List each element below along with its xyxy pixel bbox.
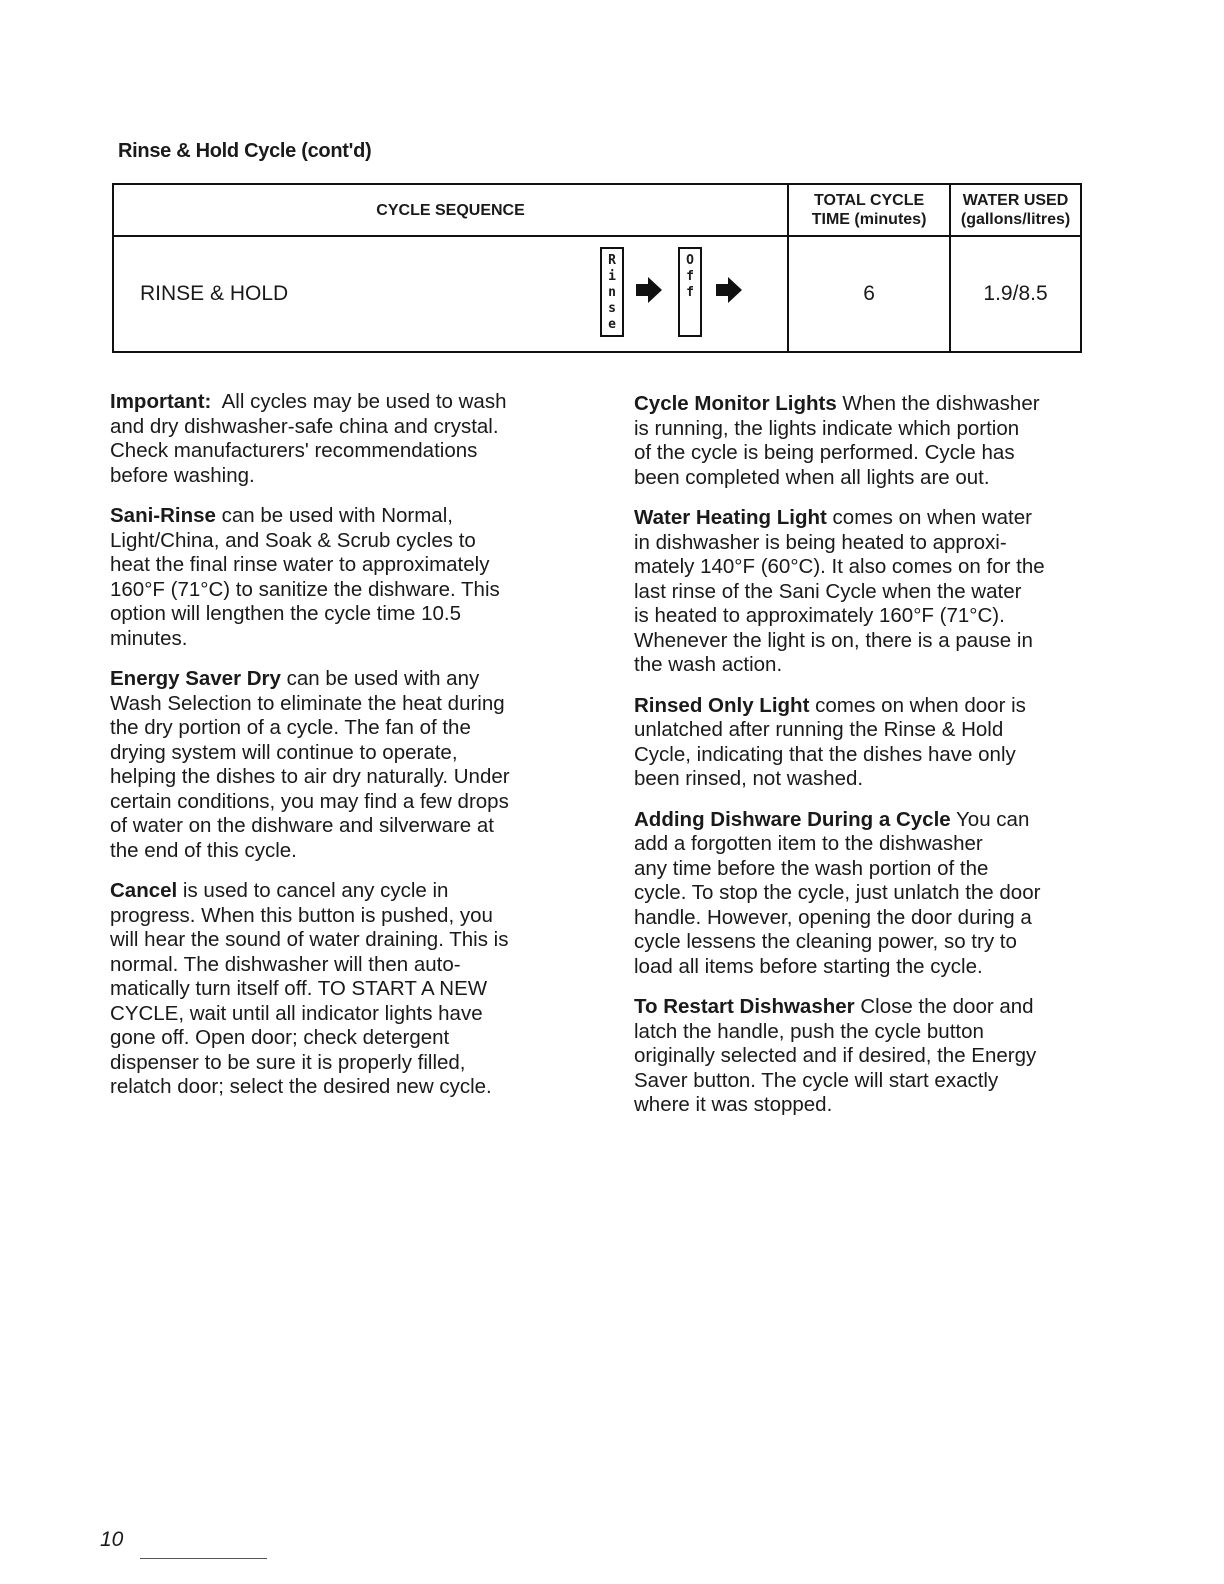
text-line: been rinsed, not washed. xyxy=(634,767,864,790)
text-run: When the dishwasher xyxy=(836,392,1040,415)
header-line: TIME (minutes) xyxy=(811,211,927,228)
text-line: unlatched after running the Rinse & Hold xyxy=(634,718,1004,741)
text-line: 160°F (71°C) to sanitize the dishware. This xyxy=(110,577,500,601)
total-cycle-time: 6 xyxy=(788,236,950,352)
paragraph-heading: Cycle Monitor Lights xyxy=(634,392,837,415)
text-line: dispenser to be sure it is properly filled, xyxy=(110,1050,466,1074)
text-line xyxy=(110,879,560,904)
left-column xyxy=(110,390,560,1116)
text-line: relatch door; select the desired new cycle. xyxy=(110,1075,492,1098)
text-line: progress. When this button is pushed, you xyxy=(110,903,493,927)
paragraph xyxy=(634,995,1084,1118)
table-header-row xyxy=(113,184,1081,236)
text-run: can be used with any xyxy=(280,667,480,690)
indicator-letter: f xyxy=(686,269,694,284)
text-run: comes on when water xyxy=(826,506,1032,529)
text-line: where it was stopped. xyxy=(634,1093,833,1116)
text-line: any time before the wash portion of the xyxy=(634,856,989,880)
rinse-indicator xyxy=(600,247,624,337)
paragraph-heading: Sani-Rinse xyxy=(110,504,216,527)
paragraph-heading: Adding Dishware During a Cycle xyxy=(634,807,951,831)
paragraph xyxy=(634,808,1084,980)
text-line: last rinse of the Sani Cycle when the water xyxy=(634,579,1022,603)
text-line: add a forgotten item to the dishwasher xyxy=(634,832,983,855)
text-line: is heated to approximately 160°F (71°C). xyxy=(634,604,1005,627)
indicator-letter: s xyxy=(608,301,616,316)
text-run: can be used with Normal, xyxy=(215,504,453,527)
footer-rule xyxy=(140,1558,267,1559)
text-line xyxy=(110,504,560,529)
text-line: Light/China, and Soak & Scrub cycles to xyxy=(110,528,476,552)
text-run: comes on when door is xyxy=(809,693,1026,717)
text-line xyxy=(110,390,560,415)
text-line: will hear the sound of water draining. This is xyxy=(110,928,509,951)
text-line: the dry portion of a cycle. The fan of the xyxy=(110,716,471,739)
text-line: helping the dishes to air dry naturally. Under xyxy=(110,765,510,788)
text-line: Saver button. The cycle will start exactly xyxy=(634,1068,999,1092)
paragraph xyxy=(110,504,560,651)
paragraph-heading: Rinsed Only Light xyxy=(634,693,810,717)
right-column xyxy=(634,392,1084,1134)
paragraph xyxy=(634,392,1084,490)
text-line: CYCLE, wait until all indicator lights have xyxy=(110,1001,483,1025)
header-line: WATER USED xyxy=(962,192,1069,209)
indicator-letter: e xyxy=(608,317,616,332)
text-line: the end of this cycle. xyxy=(110,838,297,862)
text-line xyxy=(634,995,1084,1020)
header-cycle-sequence: CYCLE SEQUENCE xyxy=(113,184,788,236)
text-line: drying system will continue to operate, xyxy=(110,740,458,764)
text-line: Cycle, indicating that the dishes have only xyxy=(634,742,1016,766)
paragraph xyxy=(110,879,560,1100)
paragraph xyxy=(110,390,560,488)
paragraph-heading: Water Heating Light xyxy=(634,506,827,529)
paragraph xyxy=(634,694,1084,792)
text-line: mately 140°F (60°C). It also comes on for the xyxy=(634,555,1045,578)
text-line: handle. However, opening the door during a xyxy=(634,905,1032,929)
text-line: matically turn itself off. TO START A NEW xyxy=(110,977,488,1000)
text-line: normal. The dishwasher will then auto- xyxy=(110,952,461,976)
header-line: (gallons/litres) xyxy=(960,211,1071,228)
text-line: Wash Selection to eliminate the heat during xyxy=(110,691,505,715)
cycle-sequence-graphic xyxy=(600,236,788,352)
paragraph xyxy=(634,506,1084,678)
paragraph xyxy=(110,667,560,863)
water-used: 1.9/8.5 xyxy=(950,236,1081,352)
text-line xyxy=(110,667,560,692)
text-line: heat the final rinse water to approximately xyxy=(110,553,490,576)
text-line: of the cycle is being performed. Cycle has xyxy=(634,441,1015,464)
section-title: Rinse & Hold Cycle (cont'd) xyxy=(118,140,372,162)
text-run: All cycles may be used to wash xyxy=(211,390,507,413)
paragraph-heading: Important: xyxy=(110,390,212,413)
text-line: load all items before starting the cycle. xyxy=(634,954,983,978)
text-line: of water on the dishware and silverware at xyxy=(110,814,495,837)
header-water-used xyxy=(950,184,1081,236)
indicator-letter: i xyxy=(608,269,616,284)
text-line: originally selected and if desired, the Energy xyxy=(634,1044,1037,1067)
text-line xyxy=(634,392,1084,417)
text-line: cycle. To stop the cycle, just unlatch the door xyxy=(634,881,1041,904)
off-indicator xyxy=(678,247,702,337)
header-line: TOTAL CYCLE xyxy=(813,192,925,209)
text-line: and dry dishwasher-safe china and crystal. xyxy=(110,414,499,438)
text-run: Close the door and xyxy=(854,995,1034,1018)
text-line: cycle lessens the cleaning power, so try to xyxy=(634,930,1017,953)
text-line xyxy=(634,506,1084,531)
text-line: Whenever the light is on, there is a pause in xyxy=(634,628,1033,652)
indicator-letter: R xyxy=(608,253,616,268)
paragraph-heading: To Restart Dishwasher xyxy=(634,995,855,1018)
indicator-letter: f xyxy=(686,285,694,300)
text-line: been completed when all lights are out. xyxy=(634,465,990,489)
cycle-name: RINSE & HOLD xyxy=(113,236,600,352)
table-row xyxy=(113,236,1081,352)
indicator-letter: n xyxy=(608,285,616,300)
text-line: is running, the lights indicate which portion xyxy=(634,416,1020,440)
indicator-letter: O xyxy=(686,253,694,268)
text-line xyxy=(634,694,1084,719)
text-line: minutes. xyxy=(110,626,188,650)
paragraph-heading: Cancel xyxy=(110,879,178,902)
text-line: certain conditions, you may find a few drops xyxy=(110,789,509,813)
text-line xyxy=(634,808,1084,833)
text-line: gone off. Open door; check detergent xyxy=(110,1026,450,1049)
paragraph-heading: Energy Saver Dry xyxy=(110,667,281,690)
text-line: before washing. xyxy=(110,463,255,487)
text-run: is used to cancel any cycle in xyxy=(177,879,449,902)
page-number: 10 xyxy=(100,1528,124,1551)
header-total-cycle-time xyxy=(788,184,950,236)
text-line: option will lengthen the cycle time 10.5 xyxy=(110,602,461,625)
text-line: Check manufacturers' recommendations xyxy=(110,439,478,462)
text-run: You can xyxy=(950,807,1030,831)
text-line: in dishwasher is being heated to approxi- xyxy=(634,530,1007,554)
text-line: latch the handle, push the cycle button xyxy=(634,1019,984,1043)
text-line: the wash action. xyxy=(634,653,783,676)
cycle-table xyxy=(112,183,1082,353)
